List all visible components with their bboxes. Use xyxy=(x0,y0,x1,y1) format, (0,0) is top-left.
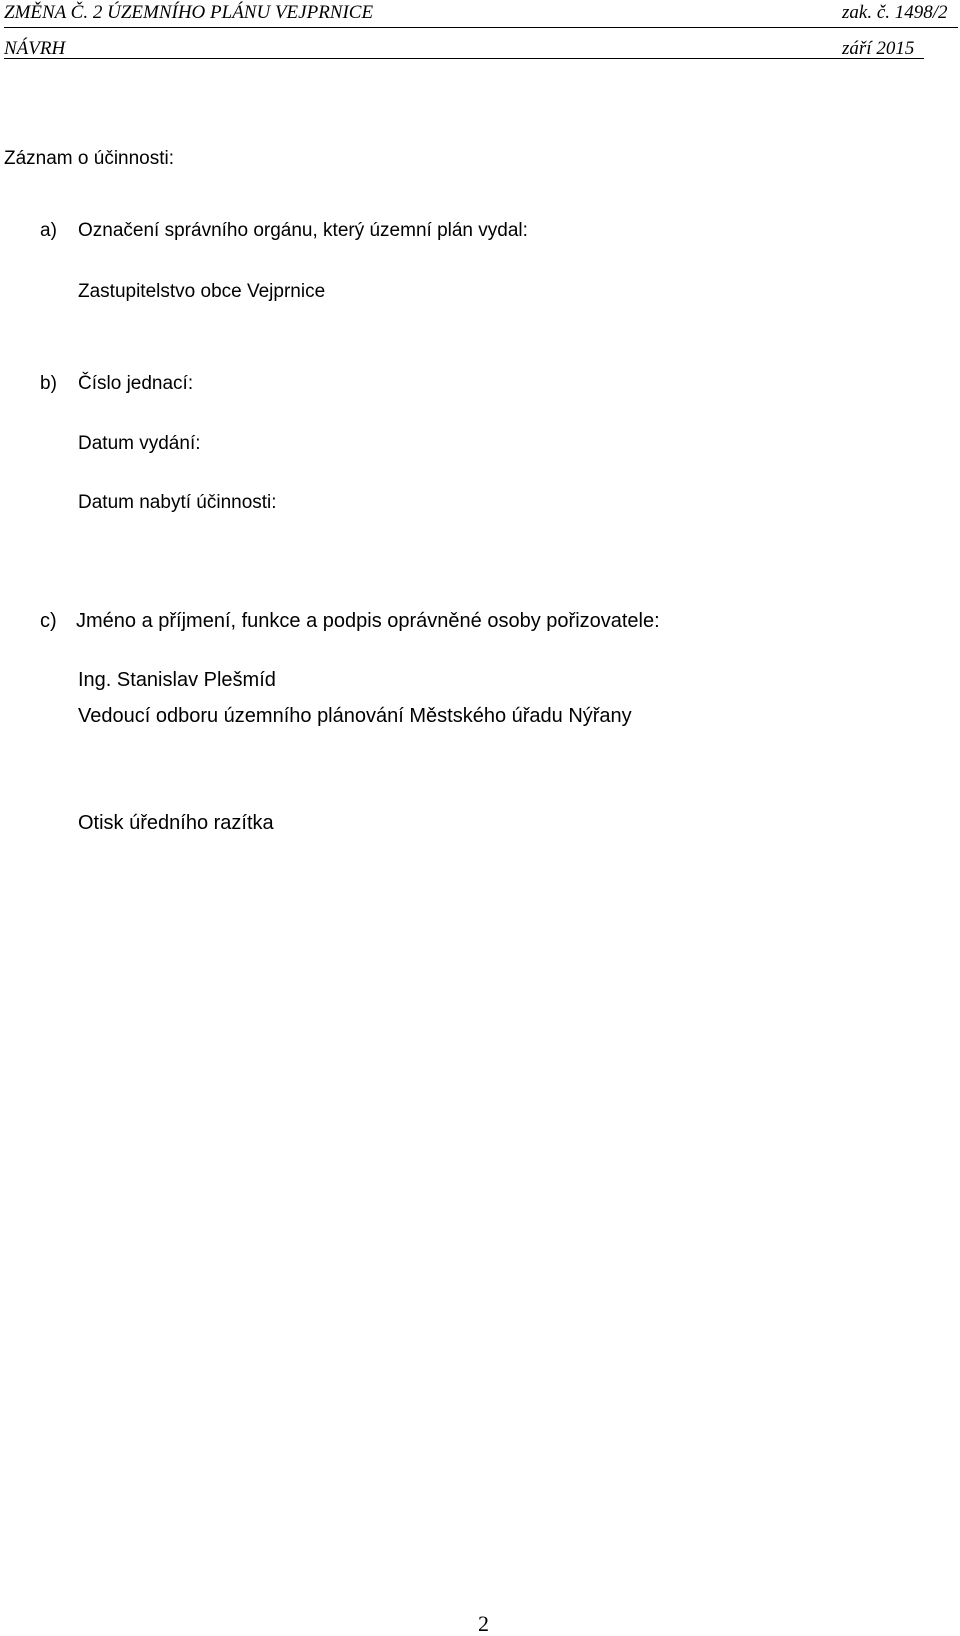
item-b-issue-date: Datum vydání: xyxy=(78,433,201,454)
item-b-effective-date: Datum nabytí účinnosti: xyxy=(78,492,277,513)
header-reference: zak. č. 1498/2 xyxy=(842,2,948,23)
header-title: ZMĚNA Č. 2 ÚZEMNÍHO PLÁNU VEJPRNICE xyxy=(4,2,374,23)
item-c-name: Ing. Stanislav Plešmíd xyxy=(78,669,276,691)
item-b-label: Číslo jednací: xyxy=(78,373,194,394)
stamp-label: Otisk úředního razítka xyxy=(78,812,274,834)
item-c-marker: c) xyxy=(40,610,57,632)
item-c-function: Vedoucí odboru územního plánování Městského úřadu Nýřany xyxy=(78,705,632,727)
header-date: září 2015 xyxy=(842,38,915,59)
item-a-marker: a) xyxy=(40,220,57,241)
header-status: NÁVRH xyxy=(4,38,66,59)
item-b-marker: b) xyxy=(40,373,57,394)
record-heading: Záznam o účinnosti: xyxy=(4,148,175,169)
header-divider xyxy=(4,58,924,59)
page-header xyxy=(4,2,958,28)
page-number: 2 xyxy=(478,1611,489,1636)
item-c-label: Jméno a příjmení, funkce a podpis oprávněné osoby pořizovatele: xyxy=(76,610,660,632)
item-a-value: Zastupitelstvo obce Vejprnice xyxy=(78,281,326,302)
item-a-label: Označení správního orgánu, který územní plán vydal: xyxy=(78,220,528,241)
